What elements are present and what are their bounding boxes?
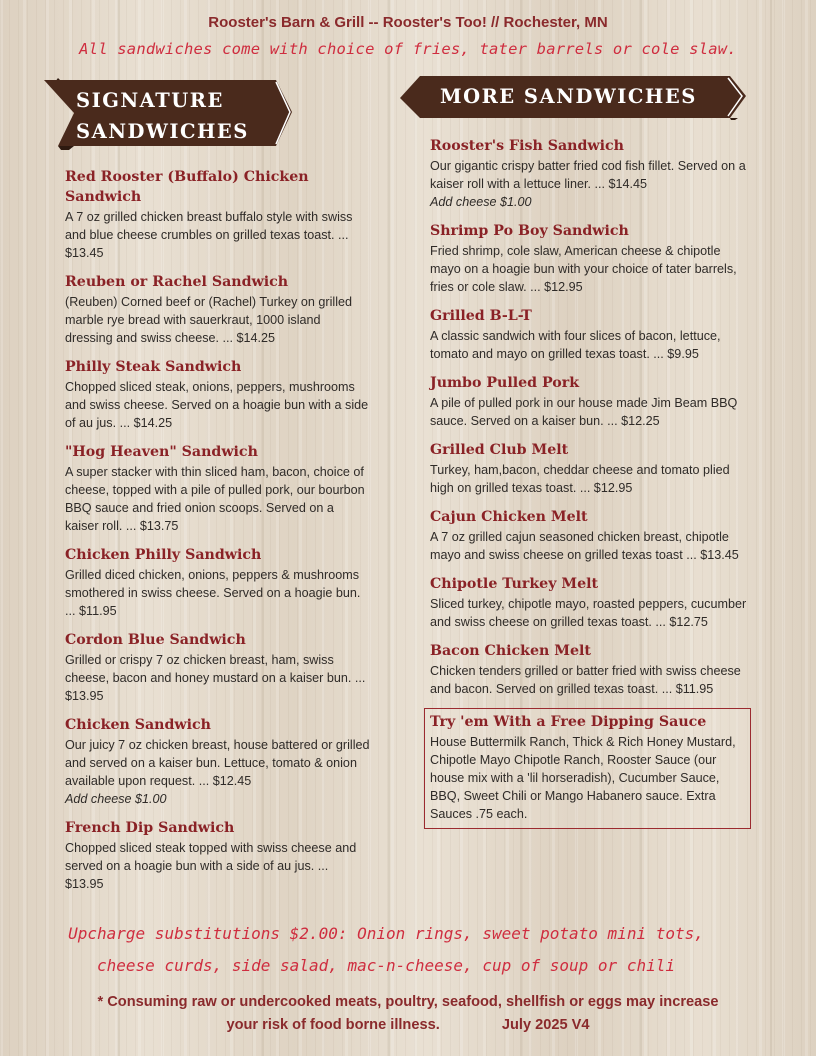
menu-item <box>430 373 748 430</box>
menu-item <box>65 715 370 808</box>
menu-item <box>430 507 748 564</box>
food-safety-disclaimer <box>0 991 816 1037</box>
item-description: Chopped sliced steak topped with swiss cheese and served on a hoagie bun with a side of au jus. ... $13.95 <box>65 841 357 891</box>
disclaimer-line-2: your risk of food borne illness. <box>226 1017 440 1033</box>
banner-right-label: MORE SANDWICHES <box>440 85 697 108</box>
menu-item <box>65 630 370 705</box>
item-description: Sliced turkey, chipotle mayo, roasted peppers, cucumber and swiss cheese on grilled texas toast. ... $12.75 <box>430 597 747 629</box>
item-name: Jumbo Pulled Pork <box>430 375 580 391</box>
menu-item <box>430 574 748 631</box>
more-sandwiches-banner <box>400 74 746 120</box>
item-name: Chicken Philly Sandwich <box>65 547 262 563</box>
item-name: French Dip Sandwich <box>65 820 235 836</box>
item-description: Grilled diced chicken, onions, peppers & mushrooms smothered in swiss cheese. Served on a hoagie bun. ... $11.95 <box>65 568 361 618</box>
menu-item <box>430 306 748 363</box>
item-add-on-note: Add cheese $1.00 <box>430 195 532 209</box>
menu-item <box>65 545 370 620</box>
item-description: (Reuben) Corned beef or (Rachel) Turkey on grilled marble rye bread with sauerkraut, 1000 island dressing and swiss cheese. ... $14.25 <box>65 295 352 345</box>
signature-sandwiches-list <box>65 167 370 903</box>
item-name: Red Rooster (Buffalo) Chicken Sandwich <box>65 169 309 205</box>
banner-left-line-2: SANDWICHES <box>76 120 249 143</box>
menu-item <box>430 440 748 497</box>
item-description: A 7 oz grilled cajun seasoned chicken breast, chipotle mayo and swiss cheese on grilled texas toast ... $13.45 <box>430 530 739 562</box>
item-add-on-note: Add cheese $1.00 <box>65 792 167 806</box>
item-description: Grilled or crispy 7 oz chicken breast, ham, swiss cheese, bacon and honey mustard on a kaiser bun. ... $13.95 <box>65 653 366 703</box>
menu-item <box>65 272 370 347</box>
item-description: Fried shrimp, cole slaw, American cheese & chipotle mayo on a hoagie bun with your choice of tater barrels, fries or cole slaw. ... $12.95 <box>430 244 737 294</box>
upcharge-line-1: Upcharge substitutions $2.00: Onion rings, sweet potato mini tots, <box>68 924 704 943</box>
item-name: Bacon Chicken Melt <box>430 643 591 659</box>
sandwich-sides-note: All sandwiches come with choice of fries, tater barrels or cole slaw. <box>79 40 737 58</box>
menu-item <box>65 167 370 262</box>
banner-left-line-1: SIGNATURE <box>76 89 224 112</box>
menu-item <box>430 641 748 698</box>
item-name: Philly Steak Sandwich <box>65 359 242 375</box>
menu-item <box>65 442 370 535</box>
more-sandwiches-list <box>430 136 748 829</box>
wood-plank-line <box>770 0 772 1056</box>
item-description: Chopped sliced steak, onions, peppers, mushrooms and swiss cheese. Served on a hoagie bun with a side of au jus. ... $14.25 <box>65 380 369 430</box>
item-name: Chicken Sandwich <box>65 717 211 733</box>
item-name: Rooster's Fish Sandwich <box>430 138 624 154</box>
dipping-sauce-title: Try 'em With a Free Dipping Sauce <box>430 714 707 730</box>
menu-version: July 2025 V4 <box>501 1017 590 1033</box>
wood-plank-line <box>388 0 390 1056</box>
restaurant-header: Rooster's Barn & Grill -- Rooster's Too! // Rochester, MN <box>208 14 608 31</box>
dipping-sauce-list: House Buttermilk Ranch, Thick & Rich Honey Mustard, Chipotle Mayo Chipotle Ranch, Rooster Sauce (our house mix with a 'lil horseradish), Cucumber Sauce, BBQ, Sweet Chili or Mango Habanero sauce. Extra Sauces .75 each. <box>430 735 736 821</box>
item-description: A classic sandwich with four slices of bacon, lettuce, tomato and mayo on grilled texas toast. ... $9.95 <box>430 329 721 361</box>
item-description: Our gigantic crispy batter fried cod fish fillet. Served on a kaiser roll with a lettuce liner. ... $14.45 <box>430 159 746 191</box>
menu-item <box>65 818 370 893</box>
item-name: Grilled Club Melt <box>430 442 569 458</box>
item-description: Chicken tenders grilled or batter fried with swiss cheese and bacon. Served on grilled texas toast. ... $11.95 <box>430 664 741 696</box>
upcharge-line-2: cheese curds, side salad, mac-n-cheese, cup of soup or chili <box>97 956 675 975</box>
item-name: Reuben or Rachel Sandwich <box>65 274 289 290</box>
item-description: Turkey, ham,bacon, cheddar cheese and tomato plied high on grilled texas toast. ... $12.95 <box>430 463 730 495</box>
item-name: Grilled B-L-T <box>430 308 532 324</box>
item-description: A pile of pulled pork in our house made Jim Beam BBQ sauce. Served on a kaiser bun. ... $12.25 <box>430 396 738 428</box>
item-name: Shrimp Po Boy Sandwich <box>430 223 629 239</box>
disclaimer-line-1: * Consuming raw or undercooked meats, poultry, seafood, shellfish or eggs may increase <box>97 994 719 1010</box>
item-description: Our juicy 7 oz chicken breast, house battered or grilled and served on a kaiser bun. Lettuce, tomato & onion available upon request. ... $12.45 <box>65 738 370 788</box>
signature-sandwiches-banner <box>44 76 294 150</box>
item-name: Cajun Chicken Melt <box>430 509 588 525</box>
menu-item <box>430 221 748 296</box>
menu-item <box>65 357 370 432</box>
item-name: Chipotle Turkey Melt <box>430 576 599 592</box>
menu-item <box>430 136 748 211</box>
dipping-sauce-box <box>424 708 751 829</box>
item-description: A super stacker with thin sliced ham, bacon, choice of cheese, topped with a pile of pulled pork, our bourbon BBQ sauce and fried onion scoops. Served on a kaiser roll. ... $13.75 <box>65 465 365 533</box>
item-description: A 7 oz grilled chicken breast buffalo style with swiss and blue cheese crumbles on grilled texas toast. ... $13.45 <box>65 210 353 260</box>
item-name: Cordon Blue Sandwich <box>65 632 246 648</box>
disclaimer-line-2-wrap <box>0 1014 816 1037</box>
item-name: "Hog Heaven" Sandwich <box>65 444 258 460</box>
